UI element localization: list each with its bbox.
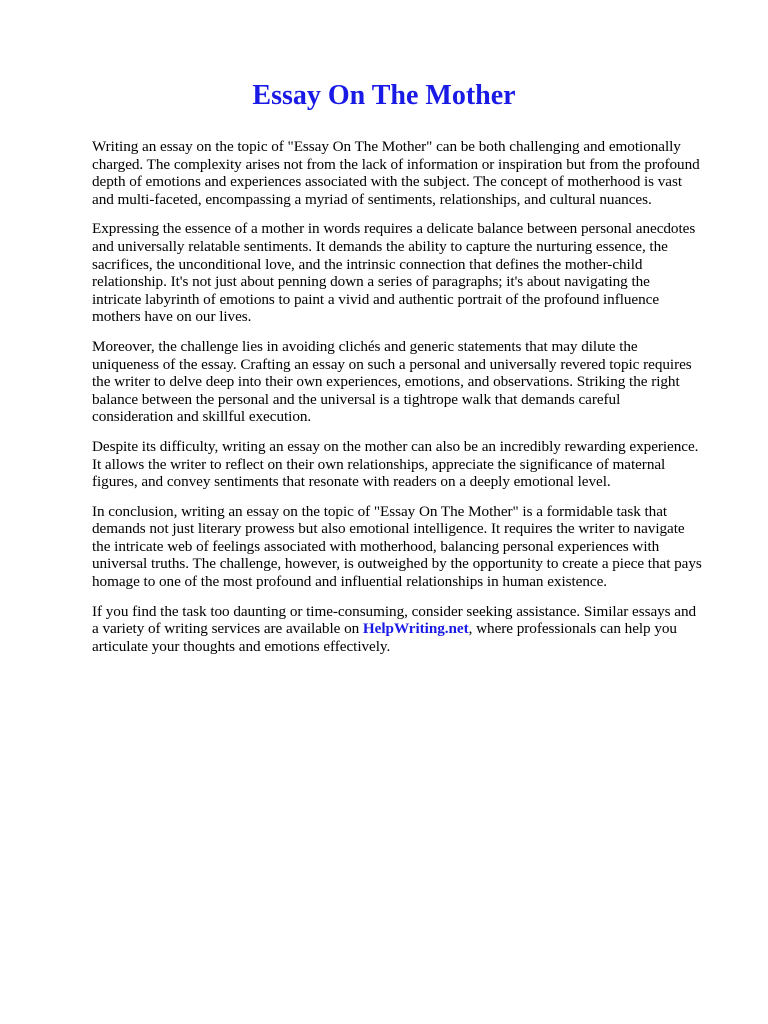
text-line: and multi-faceted, encompassing a myriad of sentiments, relationships, and cultural nuances. (92, 190, 652, 208)
text-line: Writing an essay on the topic of "Essay On The Mother" can be both challenging and emotionally (92, 138, 681, 155)
text-line: In conclusion, writing an essay on the topic of "Essay On The Mother" is a formidable task that (92, 502, 668, 520)
body-paragraph (92, 220, 728, 326)
text-line: relationship. It's not just about penning down a series of paragraphs; it's about navigating the (92, 273, 650, 291)
text-line: universal truths. The challenge, however, is outweighed by the opportunity to create a piece that pays (92, 555, 702, 573)
text-line (92, 620, 728, 638)
text-line: the writer to delve deep into their own experiences, emotions, and observations. Striking the right (92, 373, 680, 391)
text-line: Despite its difficulty, writing an essay on the mother can also be an incredibly rewarding experience. (92, 437, 699, 455)
text-segment: a variety of writing services are available on (92, 620, 363, 638)
text-line: the intricate web of feelings associated with motherhood, balancing personal experiences with (92, 537, 660, 555)
text-line: figures, and convey sentiments that resonate with readers on a deeply emotional level. (92, 473, 611, 491)
text-line: mothers have on our lives. (92, 308, 252, 326)
text-line: It allows the writer to reflect on their own relationships, appreciate the significance of maternal (92, 455, 666, 473)
text-line: Expressing the essence of a mother in words requires a delicate balance between personal anecdotes (92, 220, 696, 238)
text-line: charged. The complexity arises not from the lack of information or inspiration but from the profound (92, 155, 700, 173)
text-line: demands not just literary prowess but also emotional intelligence. It requires the writer to navigate (92, 520, 685, 538)
text-line: Moreover, the challenge lies in avoiding clichés and generic statements that may dilute the (92, 337, 638, 355)
body-paragraph (92, 438, 728, 491)
text-line: depth of emotions and experiences associated with the subject. The concept of motherhood is vast (92, 173, 683, 191)
text-line: consideration and skillful execution. (92, 408, 312, 426)
text-line: uniqueness of the essay. Crafting an essay on such a personal and universally revered topic requires (92, 355, 692, 373)
text-line: intricate labyrinth of emotions to paint a vivid and authentic portrait of the profound influence (92, 290, 660, 308)
text-line: articulate your thoughts and emotions effectively. (92, 637, 391, 655)
essay-body (92, 138, 728, 591)
page-title: Essay On The Mother (252, 80, 516, 111)
body-paragraph (92, 138, 728, 208)
text-segment: , where professionals can help you (468, 620, 677, 638)
text-line: balance between the personal and the universal is a tightrope walk that demands careful (92, 390, 621, 408)
text-line: and universally relatable sentiments. It demands the ability to capture the nurturing essence, the (92, 237, 668, 255)
text-line: sacrifices, the unconditional love, and the intrinsic connection that defines the mother-child (92, 255, 643, 273)
body-paragraph (92, 503, 728, 591)
closing-paragraph (92, 603, 728, 656)
helpwriting-link[interactable]: HelpWriting.net (362, 620, 469, 638)
body-paragraph (92, 338, 728, 426)
text-line: homage to one of the most profound and influential relationships in human existence. (92, 573, 608, 591)
text-line: If you find the task too daunting or time-consuming, consider seeking assistance. Similar essays and (92, 602, 697, 620)
